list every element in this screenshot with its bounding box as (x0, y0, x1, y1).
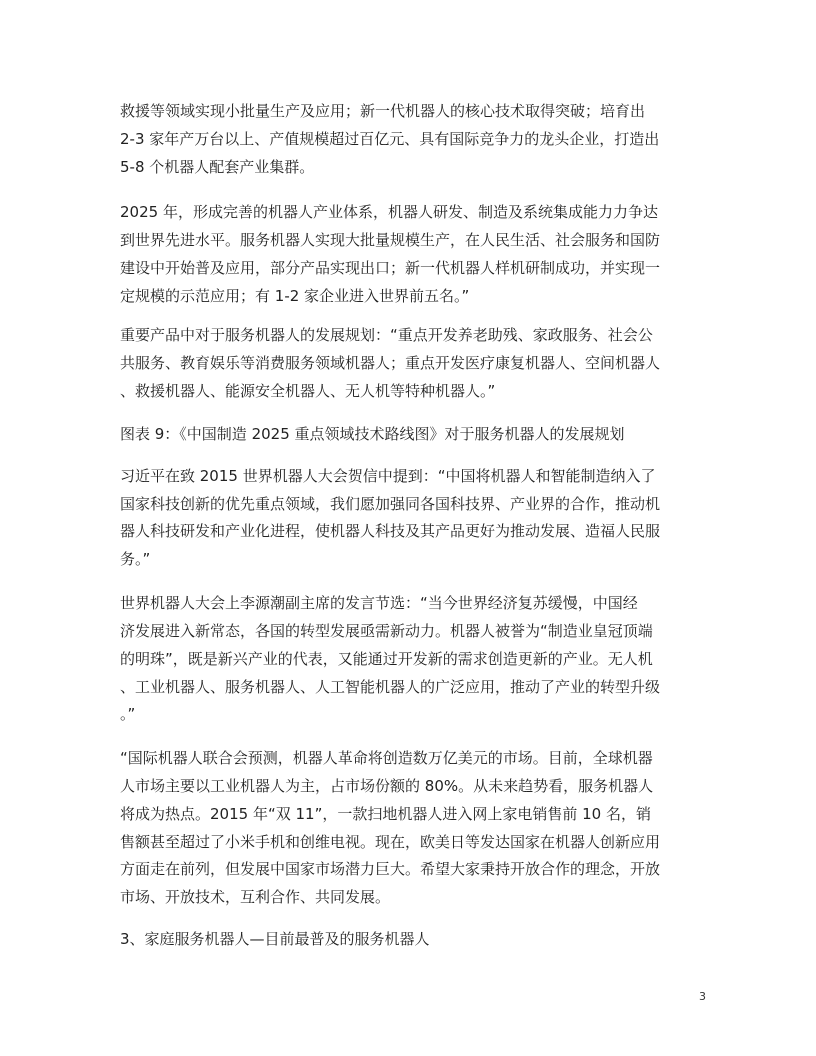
page-number: 3 (699, 990, 706, 1003)
text-line: 。” (120, 705, 136, 723)
text-line: 国家科技创新的优先重点领域，我们愿加强同各国科技界、产业界的合作，推动机 (120, 495, 661, 513)
text-line: “国际机器人联合会预测，机器人革命将创造数万亿美元的市场。目前，全球机器 (120, 749, 653, 767)
text-line: 济发展进入新常态，各国的转型发展亟需新动力。机器人被誉为“制造业皇冠顶端 (120, 622, 653, 640)
text-line: 2025 年，形成完善的机器人产业体系，机器人研发、制造及系统集成能力力争达 (120, 203, 658, 221)
text-line: 务。” (120, 550, 151, 568)
text-line: 人市场主要以工业机器人为主，占市场份额的 80%。从未来趋势看，服务机器人 (120, 777, 654, 795)
text-line: 习近平在致 2015 世界机器人大会贺信中提到：“中国将机器人和智能制造纳入了 (120, 467, 656, 485)
text-line: 2-3 家年产万台以上、产值规模超过百亿元、具有国际竞争力的龙头企业，打造出 (120, 130, 660, 148)
section-heading-text: 3、家庭服务机器人—目前最普及的服务机器人 (120, 930, 430, 948)
text-line: 市场、开放技术，互利合作、共同发展。 (120, 888, 391, 906)
text-line: 定规模的示范应用；有 1-2 家企业进入世界前五名。” (120, 287, 470, 305)
text-line: 共服务、教育娱乐等消费服务领域机器人；重点开发医疗康复机器人、空间机器人 (120, 354, 661, 372)
text-line: 将成为热点。2015 年“双 11”，一款扫地机器人进入网上家电销售前 10 名，销 (120, 805, 651, 823)
text-line: 售额甚至超过了小米手机和创维电视。现在，欧美日等发达国家在机器人创新应用 (120, 833, 661, 851)
figure-caption-text: 图表 9：《中国制造 2025 重点领域技术路线图》对于服务机器人的发展规划 (120, 425, 625, 443)
text-line: 、救援机器人、能源安全机器人、无人机等特种机器人。” (120, 382, 496, 400)
text-line: 方面走在前列，但发展中国家市场潜力巨大。希望大家秉持开放合作的理念，开放 (120, 860, 661, 878)
text-line: 5-8 个机器人配套产业集群。 (120, 158, 315, 176)
text-line: 重要产品中对于服务机器人的发展规划：“重点开发养老助残、家政服务、社会公 (120, 326, 653, 344)
text-line: 、工业机器人、服务机器人、人工智能机器人的广泛应用，推动了产业的转型升级 (120, 678, 661, 696)
text-line: 世界机器人大会上李源潮副主席的发言节选：“当今世界经济复苏缓慢，中国经 (120, 594, 638, 612)
text-line: 建设中开始普及应用，部分产品实现出口；新一代机器人样机研制成功，并实现一 (120, 259, 661, 277)
text-line: 救援等领域实现小批量生产及应用；新一代机器人的核心技术取得突破；培育出 (120, 102, 646, 120)
text-line: 的明珠”，既是新兴产业的代表，又能通过开发新的需求创造更新的产业。无人机 (120, 650, 653, 668)
text-line: 器人科技研发和产业化进程，使机器人科技及其产品更好为推动发展、造福人民服 (120, 522, 661, 540)
text-line: 到世界先进水平。服务机器人实现大批量规模生产，在人民生活、社会服务和国防 (120, 231, 661, 249)
